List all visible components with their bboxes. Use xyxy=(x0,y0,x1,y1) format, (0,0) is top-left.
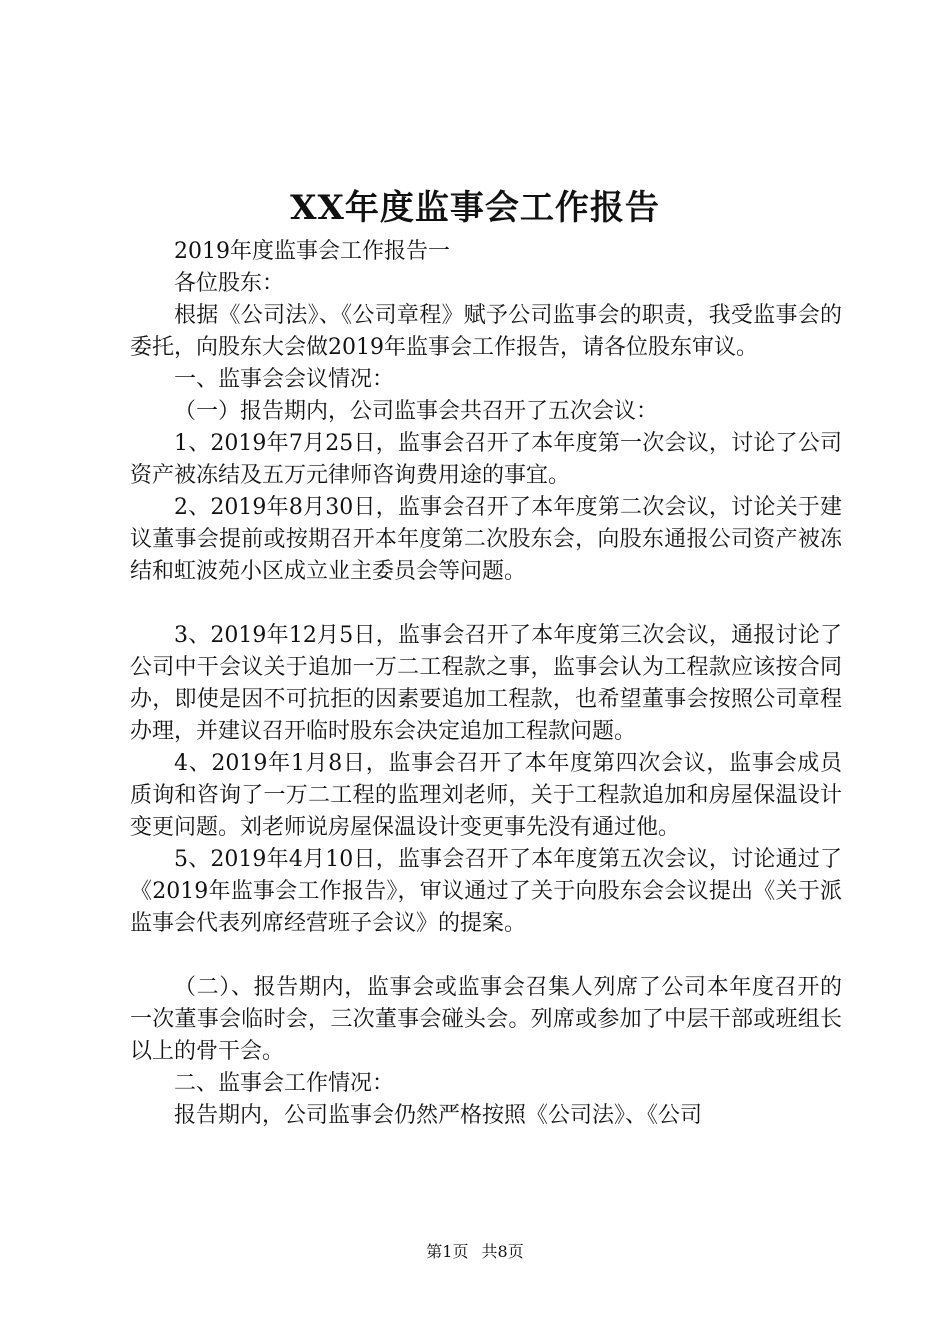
page-number: 第1页 xyxy=(426,1242,469,1261)
paragraph-meeting-5: 5、2019年4月10日，监事会召开了本年度第五次会议，讨论通过了《2019年监事会工作报告》，审议通过了关于向股东会会议提出《关于派监事会代表列席经营班子会议》的提案。 xyxy=(130,847,842,936)
document-body xyxy=(130,236,842,1132)
paragraph-salutation: 各位股东： xyxy=(174,271,285,296)
paragraph-work: 报告期内，公司监事会仍然严格按照《公司法》、《公司 xyxy=(174,1103,703,1128)
paragraph-meeting-1: 1、2019年7月25日，监事会召开了本年度第一次会议，讨论了公司资产被冻结及五万元律师咨询费用途的事宜。 xyxy=(130,431,842,488)
paragraph-meeting-3: 3、2019年12月5日，监事会召开了本年度第三次会议，通报讨论了公司中干会议关于追加一万二工程款之事，监事会认为工程款应该按合同办，即使是因不可抗拒的因素要追加工程款，也希望董事会按照公司章程办理，并建议召开临时股东会决定追加工程款问题。 xyxy=(130,623,842,744)
section-heading-work: 二、监事会工作情况： xyxy=(174,1071,395,1096)
paragraph-subtitle: 2019年度监事会工作报告一 xyxy=(174,239,450,264)
page-footer xyxy=(0,1240,950,1264)
paragraph-attendance: （二）、报告期内，监事会或监事会召集人列席了公司本年度召开的一次董事会临时会，三次董事会碰头会。列席或参加了中层干部或班组长以上的骨干会。 xyxy=(130,975,842,1064)
paragraph-meeting-4: 4、2019年1月8日，监事会召开了本年度第四次会议，监事会成员质询和咨询了一万二工程的监理刘老师，关于工程款追加和房屋保温设计变更问题。刘老师说房屋保温设计变更事先没有通过他。 xyxy=(130,751,842,840)
paragraph-meeting-2: 2、2019年8月30日，监事会召开了本年度第二次会议，讨论关于建议董事会提前或按期召开本年度第二次股东会，向股东通报公司资产被冻结和虹波苑小区成立业主委员会等问题。 xyxy=(130,495,842,584)
section-heading-meetings: 一、监事会会议情况： xyxy=(174,367,395,392)
paragraph-intro: 根据《公司法》、《公司章程》赋予公司监事会的职责，我受监事会的委托，向股东大会做2019年监事会工作报告，请各位股东审议。 xyxy=(130,303,842,360)
page-total: 共8页 xyxy=(481,1242,524,1261)
paragraph-meetings-count: （一）报告期内，公司监事会共召开了五次会议： xyxy=(174,399,659,424)
document-title: XX年度监事会工作报告 xyxy=(290,188,660,228)
